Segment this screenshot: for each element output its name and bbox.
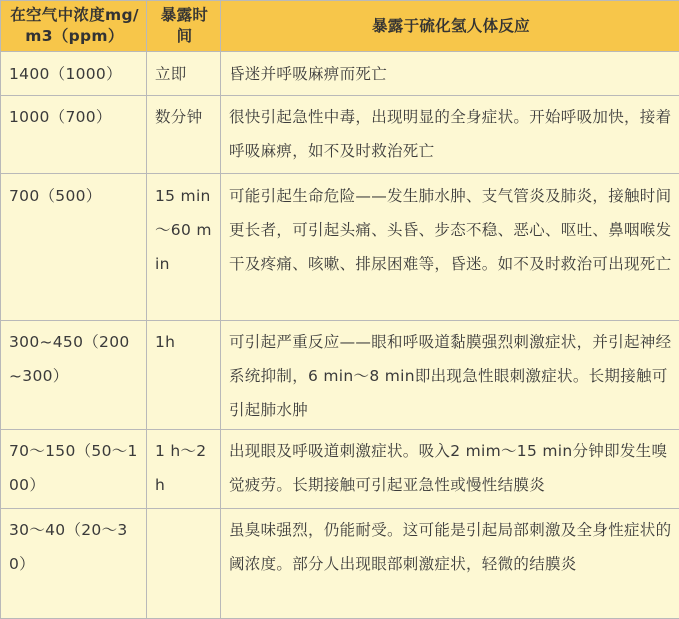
cell-effect: 昏迷并呼吸麻痹而死亡: [221, 52, 679, 96]
cell-effect: 虽臭味强烈，仍能耐受。这可能是引起局部刺激及全身性症状的阈浓度。部分人出现眼部刺激症状，轻微的结膜炎: [221, 509, 679, 619]
cell-effect: 很快引起急性中毒，出现明显的全身症状。开始呼吸加快，接着呼吸麻痹，如不及时救治死亡: [221, 96, 679, 174]
table-header-row: [1, 1, 679, 52]
cell-exposure-time: 立即: [147, 52, 221, 96]
cell-effect: 出现眼及呼吸道刺激症状。吸入2 mim～15 min分钟即发生嗅觉疲劳。长期接触可引起亚急性或慢性结膜炎: [221, 430, 679, 509]
cell-concentration: 700（500）: [1, 174, 147, 321]
cell-exposure-time: [147, 509, 221, 619]
table-row: [1, 174, 679, 321]
cell-concentration: 70～150（50～100）: [1, 430, 147, 509]
cell-concentration: 1000（700）: [1, 96, 147, 174]
table-row: [1, 96, 679, 174]
table-row: [1, 509, 679, 619]
cell-effect: 可引起严重反应——眼和呼吸道黏膜强烈刺激症状，并引起神经系统抑制，6 min～8 min即出现急性眼刺激症状。长期接触可引起肺水肿: [221, 321, 679, 430]
cell-effect: 可能引起生命危险——发生肺水肿、支气管炎及肺炎，接触时间更长者，可引起头痛、头昏、步态不稳、恶心、呕吐、鼻咽喉发干及疼痛、咳嗽、排尿困难等，昏迷。如不及时救治可出现死亡: [221, 174, 679, 321]
cell-concentration: 1400（1000）: [1, 52, 147, 96]
cell-exposure-time: 15 min～60 min: [147, 174, 221, 321]
header-concentration: 在空气中浓度mg/m3（ppm）: [1, 1, 147, 52]
cell-exposure-time: 1h: [147, 321, 221, 430]
header-effect: 暴露于硫化氢人体反应: [221, 1, 679, 52]
cell-exposure-time: 数分钟: [147, 96, 221, 174]
table-row: [1, 430, 679, 509]
cell-concentration: 300~450（200~300）: [1, 321, 147, 430]
header-exposure-time: 暴露时间: [147, 1, 221, 52]
cell-exposure-time: 1 h～2 h: [147, 430, 221, 509]
table-row: [1, 52, 679, 96]
table-row: [1, 321, 679, 430]
cell-concentration: 30～40（20～30）: [1, 509, 147, 619]
